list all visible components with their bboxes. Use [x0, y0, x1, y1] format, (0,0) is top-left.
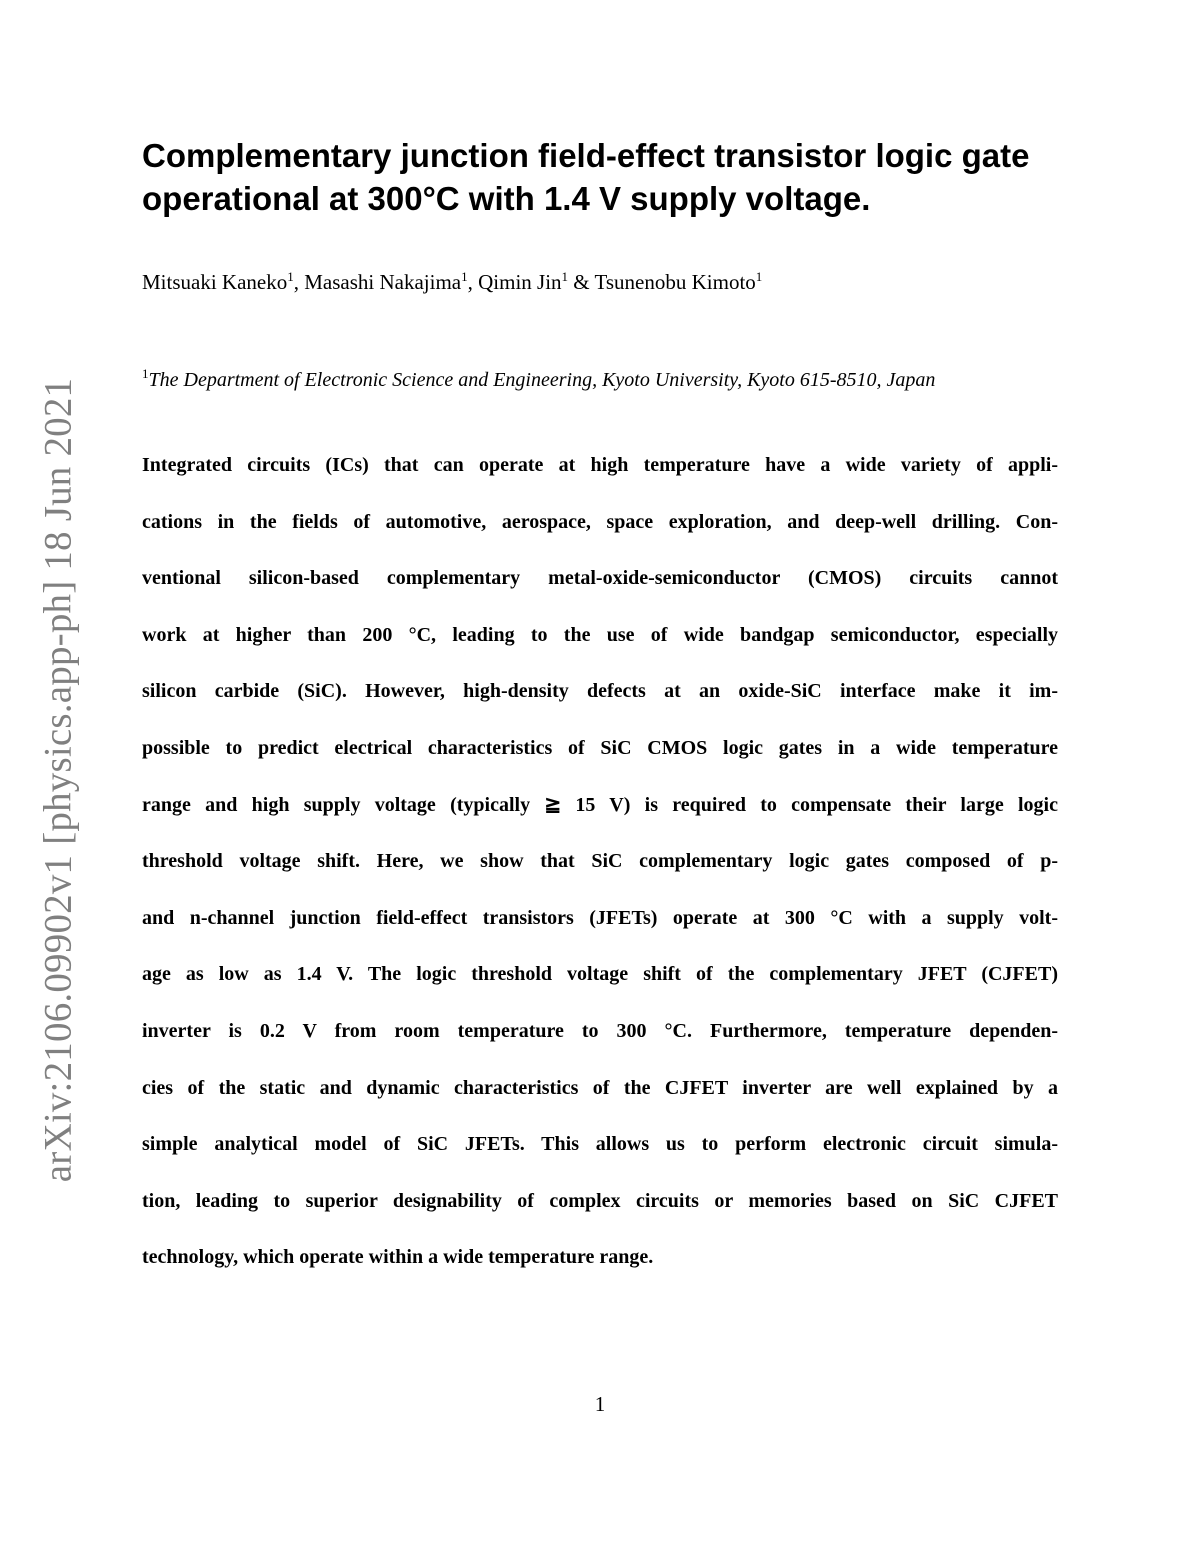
author-separator: , — [293, 270, 305, 294]
abstract-line: age as low as 1.4 V. The logic threshold voltage shift of the complementary JFET (CJFET) — [142, 963, 1058, 986]
abstract-line: inverter is 0.2 V from room temperature to 300 °C. Furthermore, temperature dependen- — [142, 1019, 1058, 1042]
abstract — [142, 450, 1058, 1299]
affiliation-marker: 1 — [561, 269, 569, 284]
affiliation-marker: 1 — [461, 269, 468, 284]
author-separator: & — [568, 270, 595, 294]
abstract-line: silicon carbide (SiC). However, high-density defects at an oxide-SiC interface make it im- — [142, 680, 1058, 703]
affiliation-marker: 1 — [287, 269, 294, 284]
affiliation-marker: 1 — [755, 269, 763, 284]
author-name: Tsunenobu Kimoto — [594, 270, 756, 294]
author-separator: , — [467, 270, 479, 294]
abstract-line: ventional silicon-based complementary metal-oxide-semiconductor (CMOS) circuits cannot — [142, 567, 1058, 590]
abstract-line: work at higher than 200 °C, leading to the use of wide bandgap semiconductor, especially — [142, 623, 1058, 646]
abstract-line: range and high supply voltage (typically ≧ 15 V) is required to compensate their large logic — [142, 793, 1058, 816]
paper-title — [142, 134, 1072, 220]
abstract-line: cies of the static and dynamic characteristics of the CJFET inverter are well explained by a — [142, 1076, 1058, 1099]
arxiv-identifier-stamp: arXiv:2106.09902v1 [physics.app-ph] 18 Jun 2021 — [36, 377, 80, 1183]
abstract-line: possible to predict electrical characteristics of SiC CMOS logic gates in a wide temperature — [142, 736, 1058, 759]
abstract-line: technology, which operate within a wide temperature range. — [142, 1246, 654, 1269]
abstract-line: cations in the fields of automotive, aerospace, space exploration, and deep-well drilling. Con- — [142, 510, 1058, 533]
affiliation-text: The Department of Electronic Science and Engineering, Kyoto University, Kyoto 615-8510, Japan — [148, 369, 936, 391]
abstract-line: simple analytical model of SiC JFETs. This allows us to perform electronic circuit simula- — [142, 1133, 1058, 1156]
author-name: Masashi Nakajima — [304, 270, 462, 294]
abstract-line: threshold voltage shift. Here, we show that SiC complementary logic gates composed of p- — [142, 850, 1058, 873]
abstract-line: and n-channel junction field-effect transistors (JFETs) operate at 300 °C with a supply volt- — [142, 906, 1058, 929]
abstract-line: tion, leading to superior designability of complex circuits or memories based on SiC CJFET — [142, 1189, 1058, 1212]
author-name: Qimin Jin — [478, 270, 562, 294]
title-line: Complementary junction field-effect transistor logic gate — [142, 137, 1030, 174]
title-line: operational at 300°C with 1.4 V supply voltage. — [142, 180, 871, 217]
author-list — [142, 268, 762, 296]
page-number: 1 — [594, 1392, 606, 1416]
affiliation — [142, 366, 935, 394]
author-name: Mitsuaki Kaneko — [142, 270, 288, 294]
abstract-line: Integrated circuits (ICs) that can operate at high temperature have a wide variety of appli- — [142, 454, 1058, 476]
affiliation-marker: 1 — [142, 366, 149, 381]
